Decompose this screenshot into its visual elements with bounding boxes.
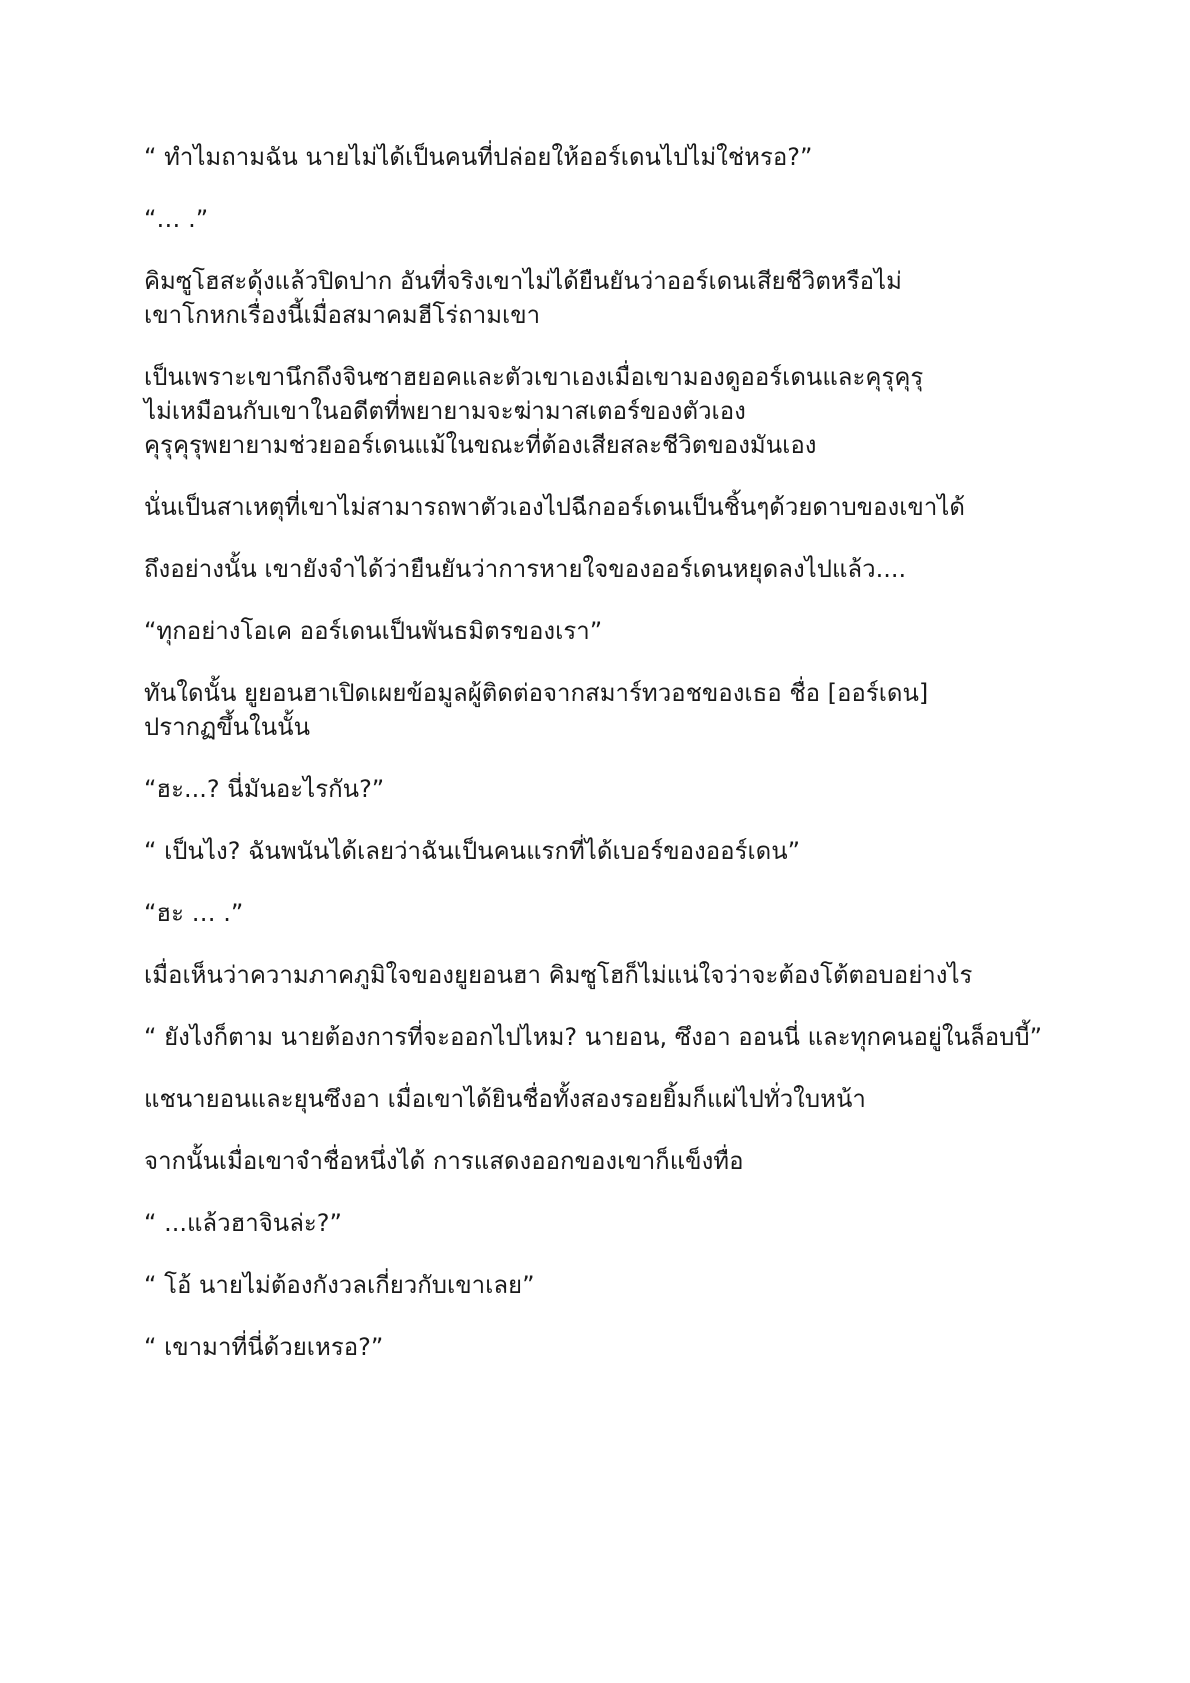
paragraph: [144, 552, 1084, 586]
text-line: “ทุกอย่างโอเค ออร์เดนเป็นพันธมิตรของเรา”: [144, 617, 603, 645]
document-body: [144, 140, 1084, 1392]
paragraph: [144, 264, 1084, 332]
text-line: “ฮะ...? นี่มันอะไรกัน?”: [144, 775, 385, 803]
text-line: ถึงอย่างนั้น เขายังจำได้ว่ายืนยันว่าการหายใจของออร์เดนหยุดลงไปแล้ว....: [144, 555, 907, 583]
paragraph: [144, 896, 1084, 930]
text-line: “ ยังไงก็ตาม นายต้องการที่จะออกไปไหม? นายอน, ซึงอา ออนนี่ และทุกคนอยู่ในล็อบบี้”: [144, 1023, 1043, 1051]
text-line: เป็นเพราะเขานึกถึงจินซาฮยอคและตัวเขาเองเมื่อเขามองดูออร์เดนและคุรุคุรุ: [144, 363, 924, 391]
text-line: คุรุคุรุพยายามช่วยออร์เดนแม้ในขณะที่ต้องเสียสละชีวิตของมันเอง: [144, 431, 817, 459]
text-line: ทันใดนั้น ยูยอนฮาเปิดเผยข้อมูลผู้ติดต่อจากสมาร์ทวอชของเธอ ชื่อ [ออร์เดน]: [144, 679, 929, 707]
text-line: ไม่เหมือนกับเขาในอดีตที่พยายามจะฆ่ามาสเตอร์ของตัวเอง: [144, 397, 746, 425]
text-line: “ เขามาที่นี่ด้วยเหรอ?”: [144, 1333, 384, 1361]
paragraph: [144, 1082, 1084, 1116]
paragraph: [144, 834, 1084, 868]
text-line: “ ...แล้วฮาจินล่ะ?”: [144, 1209, 342, 1237]
text-line: “ฮะ … .”: [144, 899, 244, 927]
text-line: “ ทำไมถามฉัน นายไม่ได้เป็นคนที่ปล่อยให้ออร์เดนไปไม่ใช่หรอ?”: [144, 143, 813, 171]
paragraph: [144, 1206, 1084, 1240]
text-line: “ เป็นไง? ฉันพนันได้เลยว่าฉันเป็นคนแรกที่ได้เบอร์ของออร์เดน”: [144, 837, 801, 865]
paragraph: [144, 772, 1084, 806]
text-line: คิมซูโฮสะดุ้งแล้วปิดปาก อันที่จริงเขาไม่ได้ยืนยันว่าออร์เดนเสียชีวิตหรือไม่: [144, 267, 902, 295]
paragraph: [144, 1268, 1084, 1302]
text-line: “ โอ้ นายไม่ต้องกังวลเกี่ยวกับเขาเลย”: [144, 1271, 535, 1299]
paragraph: [144, 1144, 1084, 1178]
text-line: จากนั้นเมื่อเขาจำชื่อหนึ่งได้ การแสดงออกของเขาก็แข็งทื่อ: [144, 1147, 744, 1175]
paragraph: [144, 490, 1084, 524]
paragraph: [144, 614, 1084, 648]
text-line: นั่นเป็นสาเหตุที่เขาไม่สามารถพาตัวเองไปฉีกออร์เดนเป็นชิ้นๆด้วยดาบของเขาได้: [144, 493, 965, 521]
text-line: “… .”: [144, 205, 209, 233]
paragraph: [144, 202, 1084, 236]
text-line: แชนายอนและยุนซึงอา เมื่อเขาได้ยินชื่อทั้งสองรอยยิ้มก็แผ่ไปทั่วใบหน้า: [144, 1085, 866, 1113]
paragraph: [144, 360, 1084, 462]
paragraph: [144, 1020, 1084, 1054]
paragraph: [144, 140, 1084, 174]
text-line: เขาโกหกเรื่องนี้เมื่อสมาคมฮีโร่ถามเขา: [144, 301, 541, 329]
paragraph: [144, 676, 1084, 744]
paragraph: [144, 958, 1084, 992]
text-line: เมื่อเห็นว่าความภาคภูมิใจของยูยอนฮา คิมซูโฮก็ไม่แน่ใจว่าจะต้องโต้ตอบอย่างไร: [144, 961, 973, 989]
paragraph: [144, 1330, 1084, 1364]
text-line: ปรากฏขึ้นในนั้น: [144, 713, 310, 741]
